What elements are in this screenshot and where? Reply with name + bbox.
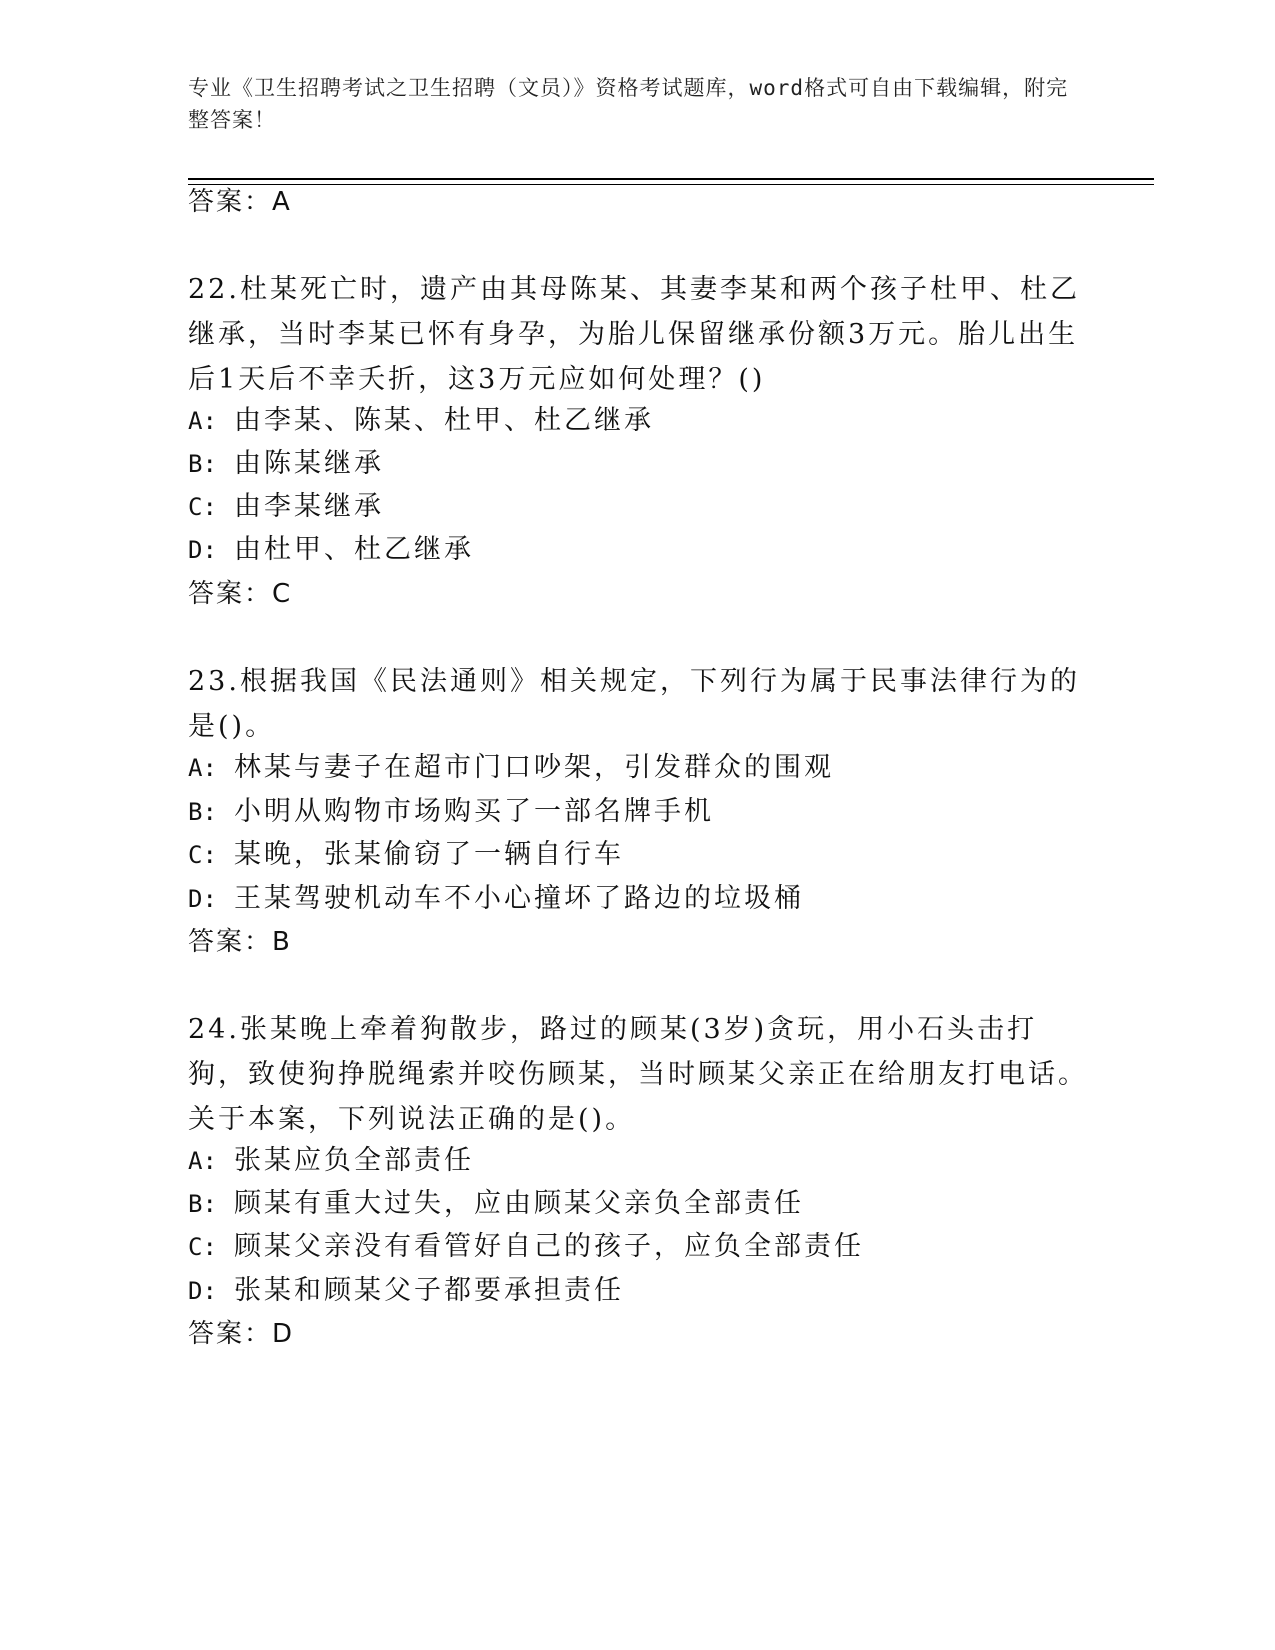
header-rule-thick (188, 178, 1154, 180)
option-text: 张某应负全部责任 (234, 1145, 474, 1176)
question-22-option-d (188, 527, 474, 573)
answer-23: 答案：B (188, 927, 292, 957)
option-key: A: (188, 754, 217, 782)
answer-22: 答案：C (188, 579, 293, 609)
option-key: B: (188, 450, 217, 478)
option-text: 某晚，张某偷窃了一辆自行车 (234, 839, 624, 870)
option-key: D: (188, 536, 217, 564)
question-23-option-b (188, 789, 714, 835)
option-text: 由李某继承 (234, 491, 384, 522)
option-key: C: (188, 841, 217, 869)
question-24-option-c (188, 1224, 864, 1270)
answer-24: 答案：D (188, 1319, 295, 1349)
answer-21: 答案：A (188, 187, 292, 217)
option-key: C: (188, 493, 217, 521)
option-key: D: (188, 885, 217, 913)
option-key: C: (188, 1233, 217, 1261)
question-24-option-d (188, 1268, 624, 1314)
question-23-option-c (188, 832, 624, 878)
question-24-stem: 24.张某晚上牵着狗散步，路过的顾某(3岁)贪玩，用小石头击打狗，致使狗挣脱绳索并咬伤顾某，当时顾某父亲正在给朋友打电话。关于本案，下列说法正确的是()。 (188, 1014, 1088, 1135)
question-24-option-b (188, 1181, 804, 1227)
question-23-stem: 23.根据我国《民法通则》相关规定，下列行为属于民事法律行为的是()。 (188, 666, 1080, 742)
option-text: 顾某有重大过失，应由顾某父亲负全部责任 (234, 1188, 804, 1219)
question-23-option-a (188, 745, 834, 791)
option-text: 由杜甲、杜乙继承 (234, 534, 474, 565)
option-text: 由陈某继承 (234, 448, 384, 479)
option-key: B: (188, 798, 217, 826)
option-key: A: (188, 407, 217, 435)
option-text: 小明从购物市场购买了一部名牌手机 (234, 796, 714, 827)
option-key: B: (188, 1190, 217, 1218)
option-text: 林某与妻子在超市门口吵架，引发群众的围观 (234, 752, 834, 783)
option-text: 顾某父亲没有看管好自己的孩子，应负全部责任 (234, 1231, 864, 1262)
option-key: D: (188, 1277, 217, 1305)
question-22-option-b (188, 441, 384, 487)
header-rule-thin (188, 184, 1154, 185)
question-24-option-a (188, 1138, 474, 1184)
question-22-option-c (188, 484, 384, 530)
question-22-option-a (188, 398, 654, 444)
option-text: 由李某、陈某、杜甲、杜乙继承 (234, 405, 654, 436)
question-22-stem: 22.杜某死亡时，遗产由其母陈某、其妻李某和两个孩子杜甲、杜乙继承，当时李某已怀有身孕，为胎儿保留继承份额3万元。胎儿出生后1天后不幸夭折，这3万元应如何处理？() (188, 274, 1080, 395)
document-header: 专业《卫生招聘考试之卫生招聘（文员）》资格考试题库，word格式可自由下载编辑，附完整答案！ (188, 76, 1069, 132)
question-23-option-d (188, 876, 804, 922)
option-text: 张某和顾某父子都要承担责任 (234, 1275, 624, 1306)
option-text: 王某驾驶机动车不小心撞坏了路边的垃圾桶 (234, 883, 804, 914)
option-key: A: (188, 1147, 217, 1175)
